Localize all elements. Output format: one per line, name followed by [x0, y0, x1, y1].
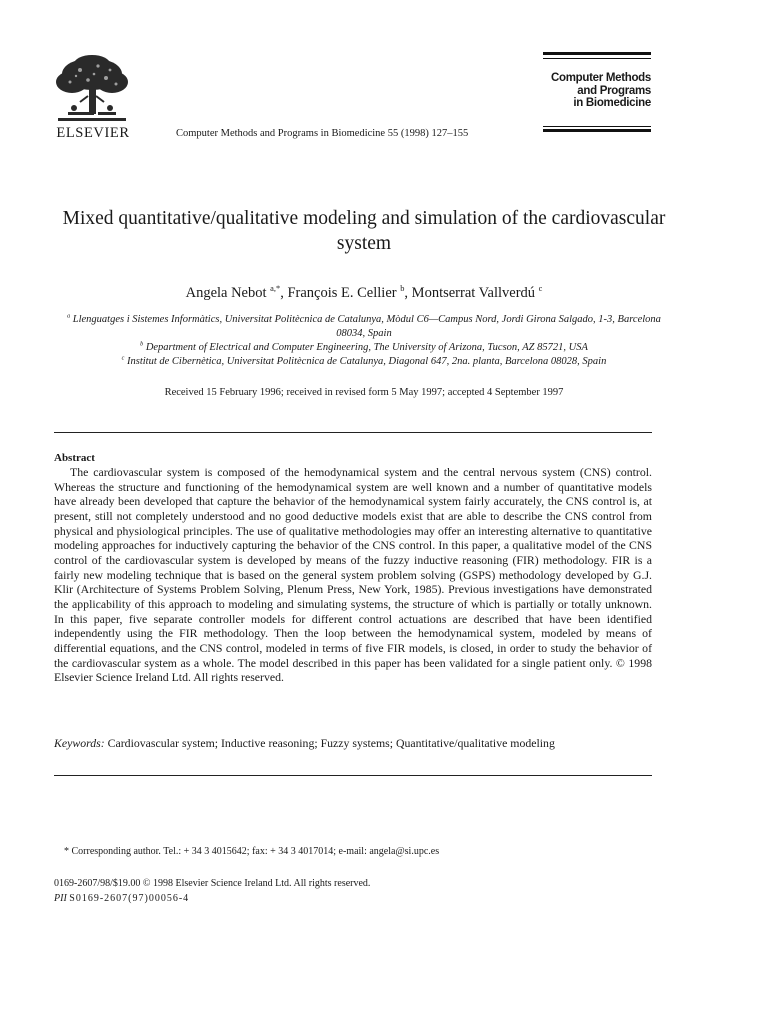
affiliation	[54, 355, 674, 369]
pii-code: S0169-2607(97)00056-4	[69, 893, 190, 904]
affiliation-mark: a	[67, 313, 71, 320]
abstract-rule-bottom	[54, 775, 652, 776]
author-name: Angela Nebot	[185, 285, 267, 301]
pii-label: PII	[54, 893, 67, 904]
publisher-name: ELSEVIER	[56, 125, 130, 141]
keywords	[54, 736, 654, 751]
affiliation-mark: b	[140, 341, 144, 348]
author-list: Angela Nebot $^{a,*}$, François E. Cellier $^b$, Montserrat Vallverdú $^c$	[185, 284, 543, 301]
journal-title-rule-top-thin	[543, 58, 651, 59]
journal-title-rule-bottom	[543, 129, 651, 132]
pii-line	[54, 893, 189, 904]
abstract-rule-top	[54, 432, 652, 433]
affiliation-text: Institut de Cibernètica, Universitat Politècnica de Catalunya, Diagonal 647, 2na. planta, Barcelona 08028, Spain	[126, 356, 607, 367]
elsevier-tree-logo	[50, 52, 134, 124]
corresponding-author-footnote: * Corresponding author. Tel.: + 34 3 4015642; fax: + 34 3 4017014; e-mail: angela@si.upc.es	[64, 846, 440, 857]
affiliation-text: Department of Electrical and Computer Engineering, The University of Arizona, Tucson, AZ 85721, USA	[145, 342, 588, 353]
journal-title-rule-top	[543, 52, 651, 55]
copyright-line: 0169-2607/98/$19.00 © 1998 Elsevier Science Ireland Ltd. All rights reserved.	[54, 878, 371, 889]
author-name: Montserrat Vallverdú	[411, 285, 536, 301]
affiliation-text: Llenguatges i Sistemes Informàtics, Universitat Politècnica de Catalunya, Mòdul C6—Campus Nord, Jordi Girona Salgado, 1-3, Barcelona 08034, Spain	[72, 314, 661, 339]
article-title: Mixed quantitative/qualitative modeling and simulation of the cardiovascular system	[62, 208, 666, 254]
author-name: François E. Cellier	[287, 285, 397, 301]
author-affiliation-mark: c	[538, 284, 543, 294]
journal-title-rule-bottom-thin	[543, 126, 651, 127]
journal-title-line: in Biomedicine	[573, 97, 651, 109]
keywords-label: Keywords:	[54, 736, 105, 750]
affiliation	[54, 313, 674, 341]
journal-title-line: and Programs	[577, 84, 651, 97]
affiliation-mark: c	[121, 355, 125, 362]
journal-title	[543, 72, 651, 110]
affiliation-list	[54, 313, 674, 369]
author-affiliation-mark: b	[400, 284, 405, 294]
keywords-list: Cardiovascular system; Inductive reasoning; Fuzzy systems; Quantitative/qualitative modeling	[107, 736, 555, 750]
abstract-heading: Abstract	[54, 452, 95, 464]
journal-citation: Computer Methods and Programs in Biomedicine 55 (1998) 127–155	[176, 128, 469, 139]
abstract-body: The cardiovascular system is composed of the hemodynamical system and the central nervous system (CNS) control. Whereas the structure and functioning of the hemodynamical system are well known and a number of quantitative models have already been developed that capture the behavior of the hemodynamical system fairly accurately, the CNS control is, at present, still not completely understood and no good deductive models exist that are able to describe the CNS control from physical and physiological principles. The use of qualitative methodologies may offer an interesting alternative to quantitative modeling approaches for inductively capturing the behavior of the CNS control. In this paper, a qualitative model of the CNS control of the cardiovascular system is developed by means of the fuzzy inductive reasoning (FIR) methodology. FIR is a fairly new modeling technique that is based on the general system problem solving (GSPS) methodology developed by G.J. Klir (Architecture of Systems Problem Solving, Plenum Press, New York, 1985). Previous investigations have demonstrated the applicability of this approach to modeling and simulating systems, the structure of which is partially or totally unknown. In this paper, five separate controller models for different control actuations are described that have been identified independently using the FIR methodology. Then the loop between the hemodynamical system, modeled by means of differential equations, and the CNS control, modeled in terms of five FIR models, is closed, in order to study the behavior of the cardiovascular system as a whole. The model described in this paper has been validated for a single patient only. © 1998 Elsevier Science Ireland Ltd. All rights reserved.	[54, 465, 652, 685]
author-affiliation-mark: a,*	[270, 284, 281, 294]
journal-title-line: Computer Methods	[551, 72, 651, 84]
affiliation	[54, 341, 674, 355]
received-dates: Received 15 February 1996; received in revised form 5 May 1997; accepted 4 September 1997	[164, 387, 564, 398]
